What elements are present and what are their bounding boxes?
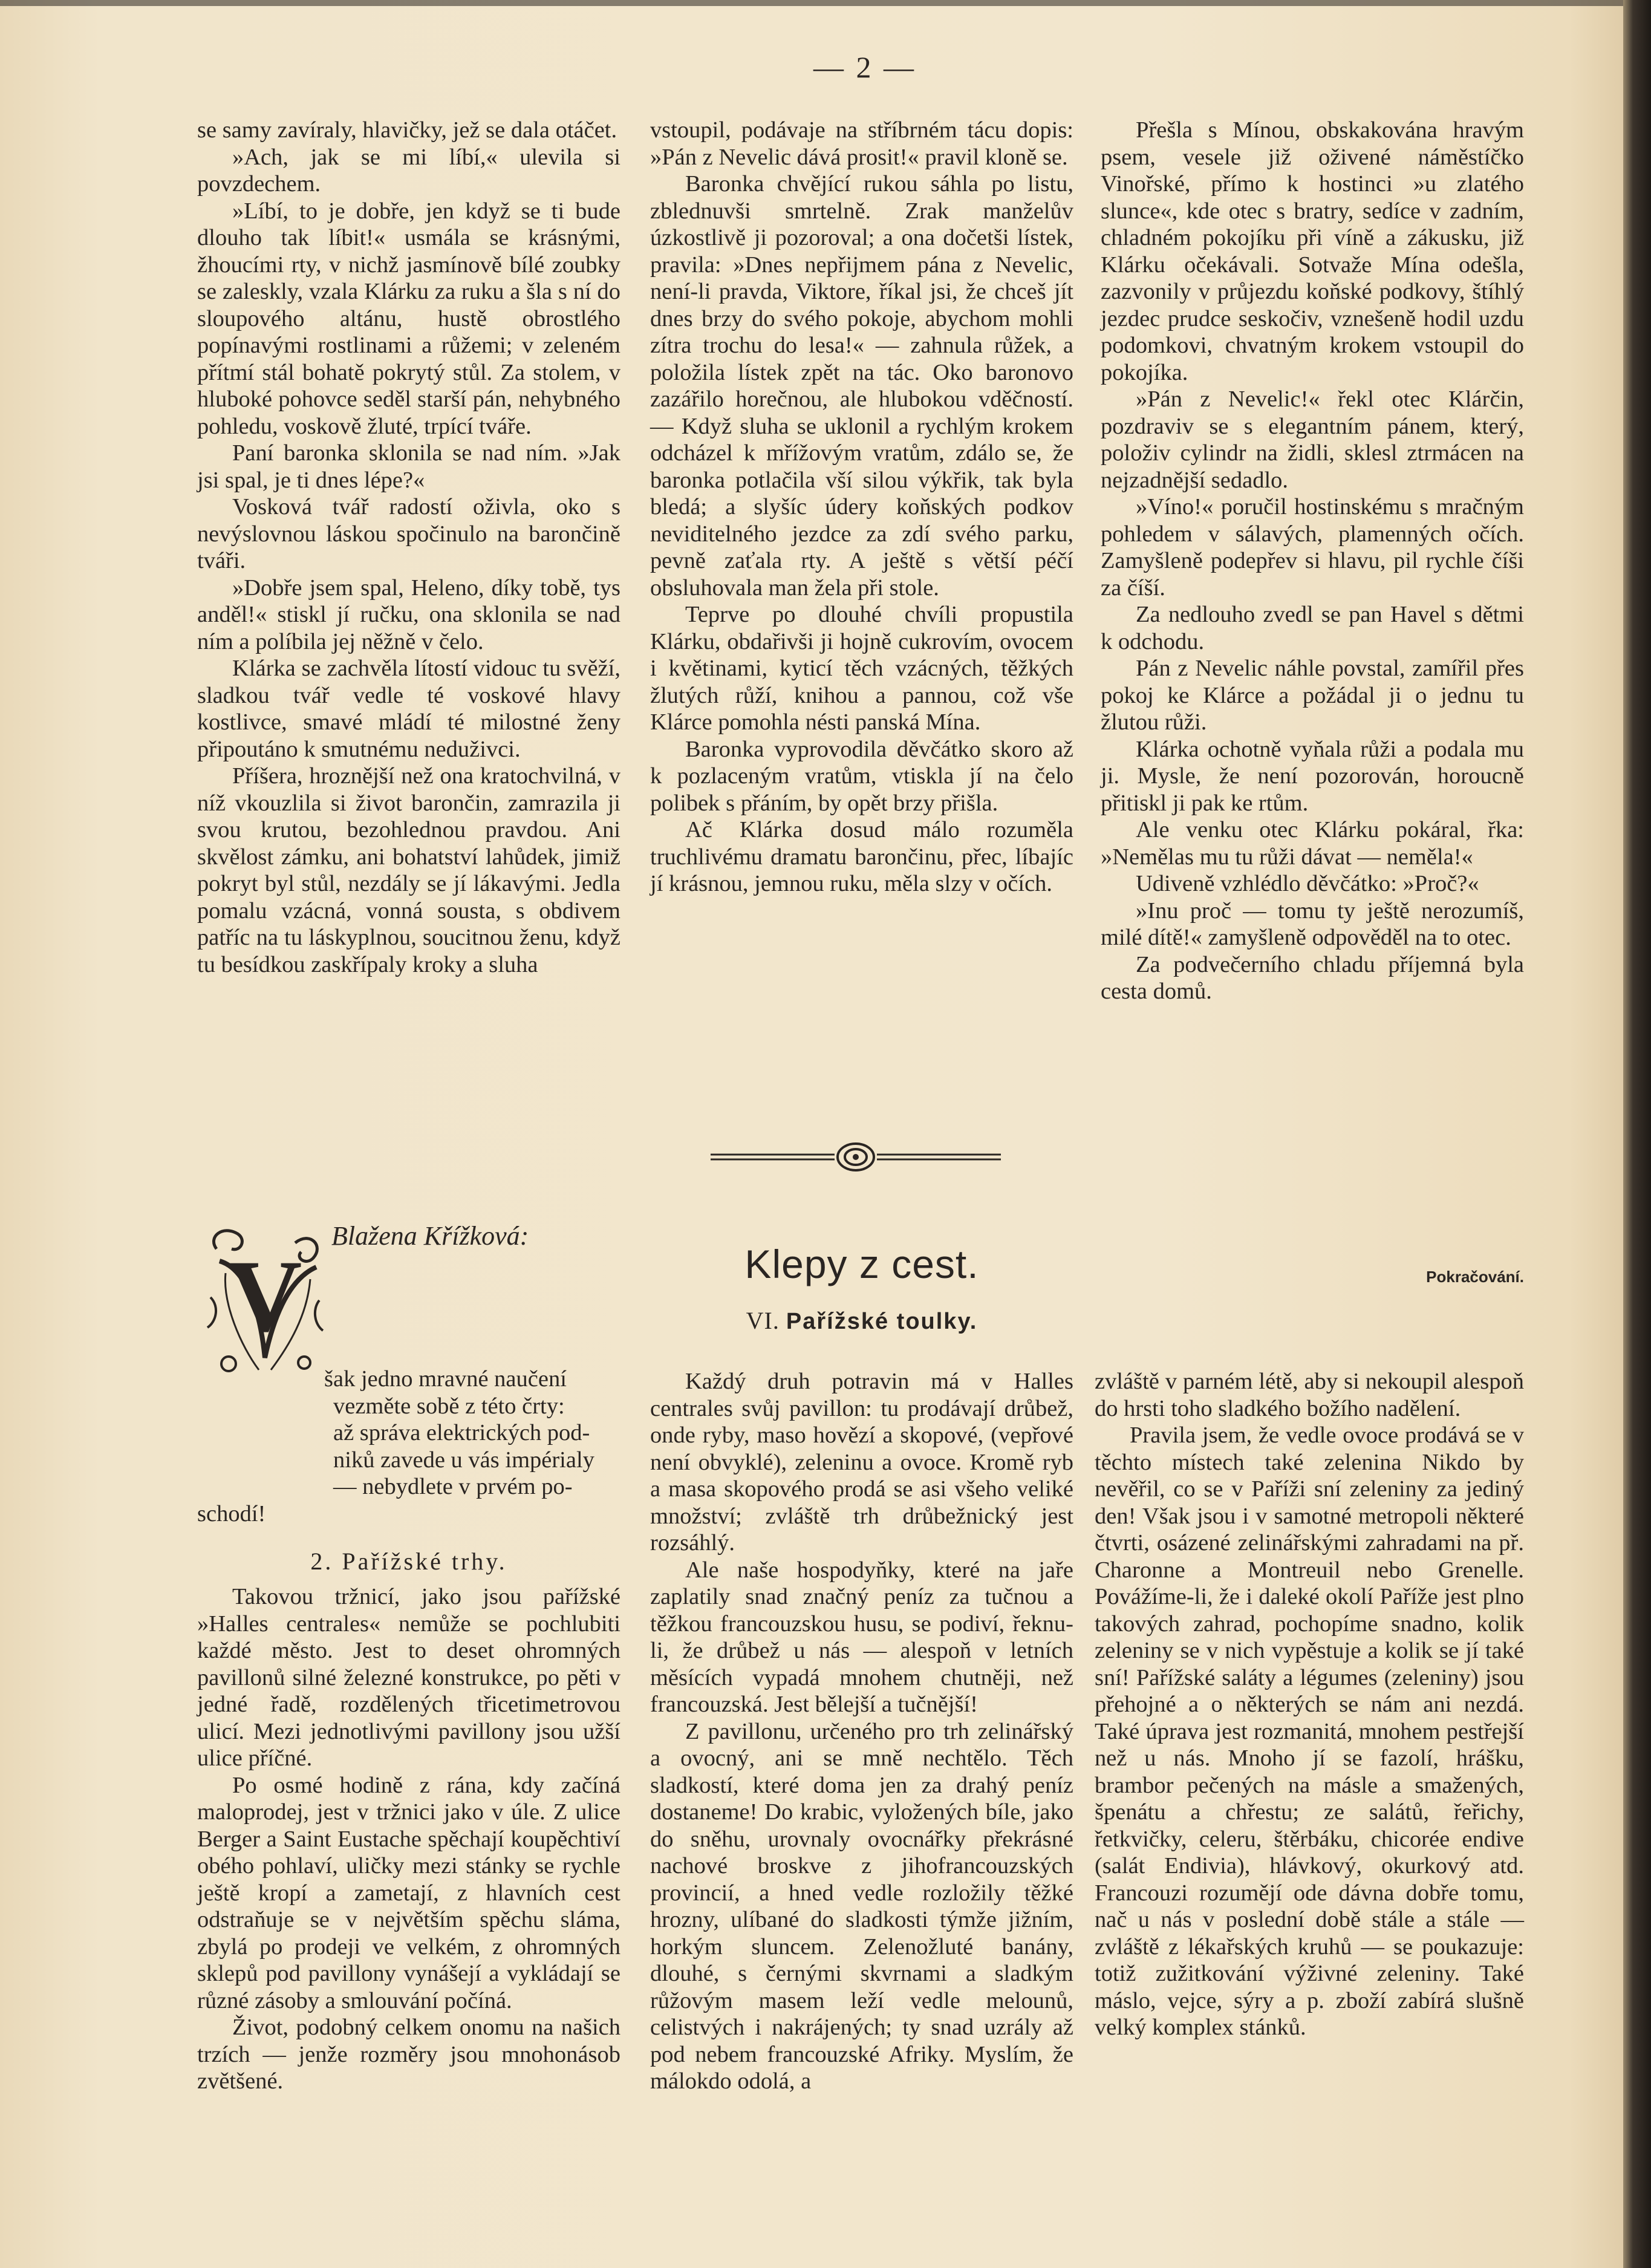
intro-line: vezměte sobě z této črty: — [333, 1393, 565, 1419]
article-column-2 — [650, 1368, 1073, 2095]
subtitle-text: Pařížské toulky. — [786, 1309, 978, 1334]
paragraph: Přešla s Mínou, obskakována hravým psem, vesele již oživené náměstíčko Vinořské, přímo k hostinci »u zlatého slunce«, kde otec s bratry, sedíce v zadním, chladném pokojíku při víně a zákusku, již Klárku očekávali. Sotvaže Mína odešla, zazvonily v průjezdu koňské podkovy, štíhlý jezdec prudce seskočiv, vznešeně hodil uzdu podomkovi, chvatným krokem vstoupil do pokojíka. — [1101, 117, 1524, 385]
paragraph: Po osmé hodině z rána, kdy začíná maloprodej, jest v tržnici jako v úle. Z ulice Berger a Saint Eustache spěchají koupěchtiví obého pohlaví, uličky mezi stánky se rychle ještě kropí a zametají, z hlavních cest odstraňuje se v největším spěchu sláma, zbylá po prodeji ve velkém, z ohromných sklepů pod pavillony vynášejí a vykládají se různé zásoby a smlouvání počíná. — [197, 1772, 620, 2013]
paragraph: Za podvečerního chladu příjemná byla cesta domů. — [1101, 951, 1524, 1004]
paragraph: Vosková tvář radostí oživla, oko s nevýslovnou láskou spočinulo na barončině tváři. — [197, 494, 620, 573]
paragraph: Každý druh potravin má v Halles centrales svůj pavillon: tu prodávají drůbež, onde ryby, maso hovězí a skopové, (vepřové není obvyklé), zeleninu a ovoce. Kromě ryb a masa skopového prodá se asi všeho veliké množství; zvláště trh drůbežnický jest rozsáhlý. — [650, 1369, 1073, 1556]
paragraph: Teprve po dlouhé chvíli propustila Klárku, obdařivši ji hojně cukrovím, ovocem i květinami, kyticí těch vzácných, těžkých žlutých růží, knihou a pannou, což vše Klárce pomohla nésti panská Mína. — [650, 602, 1073, 735]
paragraph: Za nedlouho zvedl se pan Havel s dětmi k odchodu. — [1101, 602, 1524, 654]
paragraph: Pravila jsem, že vedle ovoce prodává se v těchto místech také zelenina Nikdo by nevěřil, co se v Paříži sní zeleniny za jediný den! Však jsou i v samotné metropoli některé čtvrti, osázené zelinářskými zahradami na př. Charonne a Montreuil nebo Grenelle. Povážíme-li, že i daleké okolí Paříže jest plno takových zahrad, pochopíme snadno, kolik zeleniny se v nich vypěstuje a kolik se jí také sní! Pařížské saláty a légumes (zeleniny) jsou přehojné a o některých se nám ani nezdá. Také úprava jest rozmanitá, mnohem pestřejší než u nás. Mnoho jí se fazolí, hrášku, brambor pečených na másle a smažených, špenátu a chřestu; ze salátů, řeřichy, řetkvičky, celeru, štěrbáku, chicorée endive (salát Endivia), hlávkový, okurkový atd. Francouzi rozumějí ode dávna dobře tomu, nač u nás v poslední době stále a stále — zvláště z lékařských kruhů — se poukazuje: totiž zužitkování výživné zeleniny. Také máslo, vejce, sýry a p. zboží zabírá slušně velký komplex stánků. — [1095, 1422, 1524, 2040]
section-divider-ornament — [711, 1140, 1001, 1176]
paragraph: Klárka ochotně vyňala růži a podala mu ji. Mysle, že není pozorován, horoucně přitiskl ji pak ke rtům. — [1101, 736, 1524, 816]
paragraph: Ač Klárka dosud málo rozuměla truchlivému dramatu barončinu, přec, líbajíc jí krásnou, jemnou ruku, měla slzy v očích. — [650, 817, 1073, 896]
paragraph: »Víno!« poručil hostinskému s mračným pohledem v sálavých, plamenných očích. Zamyšleně podepřev si hlavu, pil rychle číši za číší. — [1101, 494, 1524, 601]
paragraph: zvláště v parném létě, aby si nekoupil alespoň do hrsti toho sladkého božího nadělení. — [1095, 1369, 1524, 1421]
article-author: Blažena Křížková: — [331, 1221, 529, 1251]
paragraph: Z pavillonu, určeného pro trh zelinářský a ovocný, ani se mně nechtělo. Těch sladkostí, které doma jen za drahý peníz dostaneme! Do krabic, vyložených bíle, jako do sněhu, urovnaly ovocnářky překrásné nachové broskve z jihofrancouzských provincií, a hned vedle rozložily těžké hrozny, ulíbané do sladkosti týmže jižním, horkým sluncem. Zelenožluté banány, dlouhé, s černými skvrnami a sladkým růžovým masem leží vedle melounů, celistvých i nakrájených; ty snad uzrály až pod nebem francouzské Afriky. Myslím, že málokdo odolá, a — [650, 1718, 1073, 2094]
dropcap-letter: V — [227, 1239, 302, 1353]
scan-top-edge — [0, 0, 1651, 6]
paragraph: Ale naše hospodyňky, které na jaře zaplatily snad značný peníz za tučnou a těžkou francouzskou husu, se podiví, řeknu-li, že drůbež u nás — alespoň v letních měsících vypadá mnohem chutněji, než francouzská. Jest bělejší a tučnější! — [650, 1557, 1073, 1717]
paragraph: »Ach, jak se mi líbí,« ulevila si povzdechem. — [197, 144, 620, 197]
intro-line: — nebydlete v prvém po- — [333, 1474, 573, 1499]
paragraph: Život, podobný celkem onomu na našich trzích — jenže rozměry jsou mnohonásob zvětšené. — [197, 2015, 620, 2094]
paragraph: »Dobře jsem spal, Heleno, díky tobě, tys anděl!« stiskl jí ručku, ona sklonila se nad ním a políbila jej něžně v čelo. — [197, 575, 620, 654]
paragraph: se samy zavíraly, hlavičky, jež se dala otáčet. — [197, 117, 617, 143]
paragraph: »Pán z Nevelic!« řekl otec Klárčin, pozdraviv se s elegantním pánem, který, položiv cylindr na židli, sklesl ztrmácen na nejzadnější sedadlo. — [1101, 386, 1524, 493]
paragraph: Paní baronka sklonila se nad ním. »Jak jsi spal, je ti dnes lépe?« — [197, 440, 620, 493]
article-title: Klepy z cest. — [744, 1242, 979, 1286]
paragraph: Pán z Nevelic náhle povstal, zamířil přes pokoj ke Klárce a požádal ji o jednu tu žlutou růži. — [1101, 656, 1524, 735]
article-intro — [197, 1366, 620, 1527]
paragraph: vstoupil, podávaje na stříbrném tácu dopis: »Pán z Nevelic dává prosit!« pravil kloně se. — [650, 117, 1073, 170]
ornamental-initial-icon — [204, 1225, 325, 1382]
continued-note: Pokračování. — [1426, 1268, 1524, 1286]
article-subtitle — [668, 1306, 1055, 1335]
page-number: — 2 — — [813, 50, 916, 84]
intro-line: schodí! — [197, 1501, 266, 1527]
paragraph: Baronka vyprovodila děvčátko skoro až k pozlaceným vratům, vtiskla jí na čelo polibek s přáním, by opět brzy přišla. — [650, 736, 1073, 816]
article-column-1 — [197, 1583, 620, 2095]
intro-line: až správa elektrických pod- — [333, 1420, 590, 1445]
article-column-3 — [1095, 1368, 1524, 2041]
intro-line: niků zavede u vás impérialy — [333, 1447, 594, 1473]
story-column-3 — [1101, 117, 1524, 1005]
paragraph: Příšera, hroznější než ona kratochvilná, v níž vkouzlila si život barončin, zamrazila ji svou krutou, bezohlednou pravdou. Ani skvělost zámku, ani bohatství lahůdek, jimiž pokryt byl stůl, nezdály se jí lákavými. Jedla pomalu vzácná, vonná sousta, s obdivem patříc na tu láskyplnou, soucitnou ženu, když tu besídkou zaskřípaly kroky a sluha — [197, 763, 620, 977]
paragraph: Takovou tržnicí, jako jsou pařížské »Halles centrales« nemůže se pochlubiti každé město. Jest to deset ohromných pavillonů silné železné konstrukce, po pěti v jedné řadě, rozdělených třicetimetrovou ulicí. Mezi jednotlivými pavillony jsou užší ulice příčné. — [197, 1584, 620, 1771]
intro-line: šak jedno mravné naučení — [324, 1366, 567, 1392]
paragraph: Baronka chvějící rukou sáhla po listu, zblednuvši smrtelně. Zrak manželův úzkostlivě ji pozoroval; a ona dočetši lístek, pravila: »Dnes nepřijmem pána z Nevelic, není-li pravda, Viktore, říkal jsi, že chceš jít dnes brzy do svého pokoje, abychom mohli zítra trochu do lesa!« — zahnula růžek, a položila lístek zpět na tác. Oko baronovo zazářilo horečnou, ale hlubokou vděčností. — Když sluha se uklonil a rychlým krokem odcházel k mřížovým vratům, zdálo se, že baronka potlačila vší silou výkřik, tak byla bledá; a slyšíc údery koňských podkov neviditelného jezdce za zdí svého parku, pevně zaťala rty. A ještě s větší péčí obsluhovala man žela při stole. — [650, 171, 1073, 601]
paragraph: Ale venku otec Klárku pokáral, řka: »Nemělas mu tu růži dávat — neměla!« — [1101, 817, 1524, 870]
subtitle-number: VI. — [746, 1307, 780, 1334]
book-spine-edge — [1623, 0, 1651, 2268]
section-heading: 2. Pařížské trhy. — [310, 1548, 507, 1575]
story-column-2 — [650, 117, 1073, 898]
paragraph: »Inu proč — tomu ty ještě nerozumíš, milé dítě!« zamyšleně odpověděl na to otec. — [1101, 898, 1524, 950]
paragraph: Udiveně vzhlédlo děvčátko: »Proč?« — [1136, 871, 1479, 896]
paragraph: »Líbí, to je dobře, jen když se ti bude dlouho tak líbit!« usmála se krásnými, žhoucími rty, v nichž jasmínově bílé zoubky se zaleskly, vzala Klárku za ruku a šla s ní do sloupového altánu, hustě obrostlého popínavými rostlinami a růžemi; v zeleném přítmí stál bohatě pokrytý stůl. Za stolem, v hluboké pohovce seděl starší pán, nehybného pohledu, voskově žluté, trpící tváře. — [197, 198, 620, 439]
paragraph: Klárka se zachvěla lítostí vidouc tu svěží, sladkou tvář vedle té voskové hlavy kostlivce, smavé mládí té milostné ženy připoutáno k smutnému neduživci. — [197, 656, 620, 762]
story-column-1 — [197, 117, 620, 978]
